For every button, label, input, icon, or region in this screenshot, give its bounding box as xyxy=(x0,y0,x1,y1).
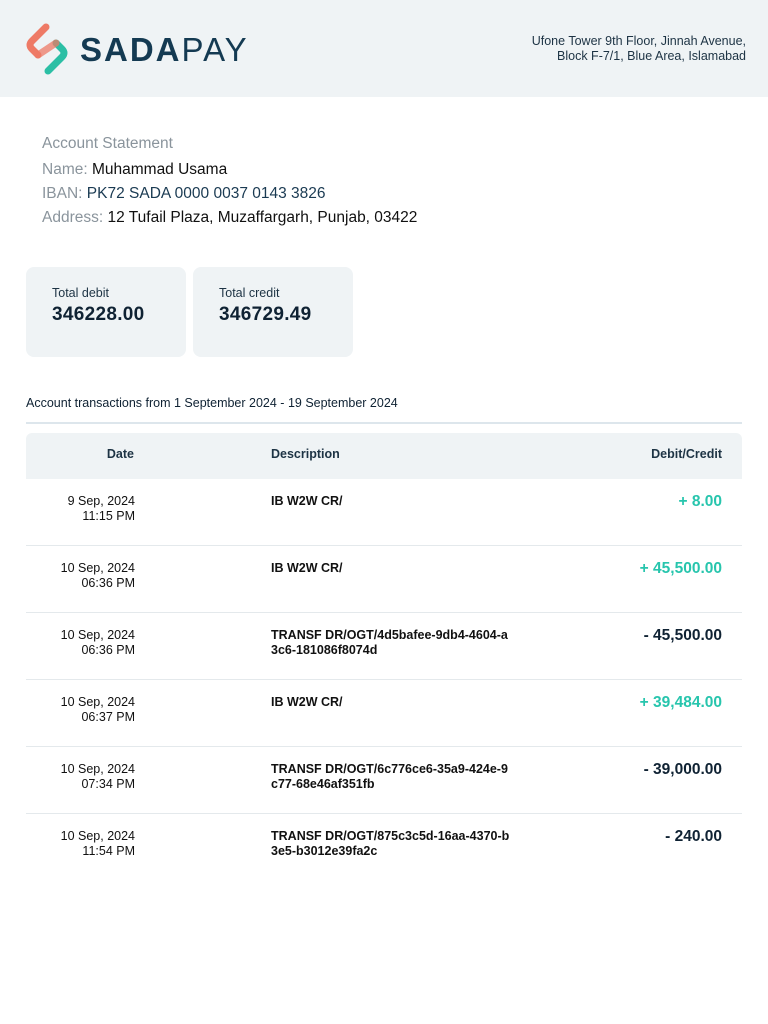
table-row xyxy=(26,747,742,814)
column-header-amount: Debit/Credit xyxy=(651,447,722,461)
company-address xyxy=(532,34,746,64)
total-debit-value: 346228.00 xyxy=(52,304,145,325)
transaction-time: 11:15 PM xyxy=(82,508,135,523)
table-row xyxy=(26,814,742,880)
transaction-datetime xyxy=(61,762,135,791)
transaction-time: 06:36 PM xyxy=(81,575,135,590)
transaction-amount: + 39,484.00 xyxy=(639,694,722,711)
brand-bold: SADA xyxy=(80,30,182,68)
transaction-description: TRANSF DR/OGT/4d5bafee-9db4-4604-a3c6-181086f8074d xyxy=(271,628,508,657)
total-debit-card xyxy=(26,267,186,357)
table-header xyxy=(26,433,742,479)
transaction-amount: - 240.00 xyxy=(665,828,722,845)
transaction-time: 06:36 PM xyxy=(81,642,135,657)
column-header-date: Date xyxy=(106,447,134,461)
transaction-date: 10 Sep, 2024 xyxy=(60,695,135,709)
table-row xyxy=(26,680,742,747)
transaction-datetime xyxy=(61,829,135,858)
table-row xyxy=(26,546,742,613)
account-address: 12 Tufail Plaza, Muzaffargarh, Punjab, 03422 xyxy=(107,209,418,226)
transaction-description: TRANSF DR/OGT/6c776ce6-35a9-424e-9c77-68e46af351fb xyxy=(271,762,508,791)
total-credit-card xyxy=(193,267,353,357)
transaction-datetime xyxy=(68,494,135,523)
column-header-description: Description xyxy=(271,447,340,461)
statement-title: Account Statement xyxy=(42,135,173,152)
statement-period: Account transactions from 1 September 2024 - 19 September 2024 xyxy=(26,396,398,410)
transaction-datetime xyxy=(61,695,135,724)
transaction-date: 10 Sep, 2024 xyxy=(60,561,135,575)
table-row xyxy=(26,479,742,546)
sadapay-logo xyxy=(24,23,249,75)
iban-label: IBAN: xyxy=(42,185,83,202)
transactions-table-body xyxy=(26,479,742,880)
transaction-date: 10 Sep, 2024 xyxy=(60,628,135,642)
account-info xyxy=(42,134,417,230)
section-divider xyxy=(26,422,742,424)
transaction-date: 9 Sep, 2024 xyxy=(67,494,135,508)
name-row xyxy=(42,158,417,182)
transaction-time: 07:34 PM xyxy=(81,776,135,791)
address-label: Address: xyxy=(42,209,104,226)
transaction-amount: + 45,500.00 xyxy=(639,560,722,577)
transaction-description: IB W2W CR/ xyxy=(271,561,343,575)
name-label: Name: xyxy=(42,161,88,178)
transaction-date: 10 Sep, 2024 xyxy=(60,762,135,776)
company-address-line1: Ufone Tower 9th Floor, Jinnah Avenue, xyxy=(531,34,746,48)
account-name: Muhammad Usama xyxy=(91,161,228,178)
table-row xyxy=(26,613,742,680)
account-iban: PK72 SADA 0000 0037 0143 3826 xyxy=(86,185,326,202)
statement-header xyxy=(0,0,768,97)
transaction-datetime xyxy=(61,561,135,590)
transaction-amount: - 39,000.00 xyxy=(643,761,722,778)
total-credit-value: 346729.49 xyxy=(219,304,312,325)
transaction-datetime xyxy=(61,628,135,657)
transaction-time: 06:37 PM xyxy=(81,709,135,724)
company-address-line2: Block F-7/1, Blue Area, Islamabad xyxy=(557,49,746,63)
sadapay-logo-icon xyxy=(24,23,70,75)
transaction-time: 11:54 PM xyxy=(82,843,135,858)
address-row xyxy=(42,206,417,230)
transaction-date: 10 Sep, 2024 xyxy=(60,829,135,843)
transaction-amount: + 8.00 xyxy=(678,493,722,510)
iban-row xyxy=(42,182,417,206)
total-debit-label: Total debit xyxy=(52,286,109,300)
transaction-description: IB W2W CR/ xyxy=(271,695,343,709)
brand-name xyxy=(80,30,249,68)
transaction-amount: - 45,500.00 xyxy=(643,627,722,644)
transaction-description: IB W2W CR/ xyxy=(271,494,343,508)
brand-light: PAY xyxy=(181,30,249,68)
transaction-description: TRANSF DR/OGT/875c3c5d-16aa-4370-b3e5-b3012e39fa2c xyxy=(271,829,510,858)
total-credit-label: Total credit xyxy=(219,286,280,300)
